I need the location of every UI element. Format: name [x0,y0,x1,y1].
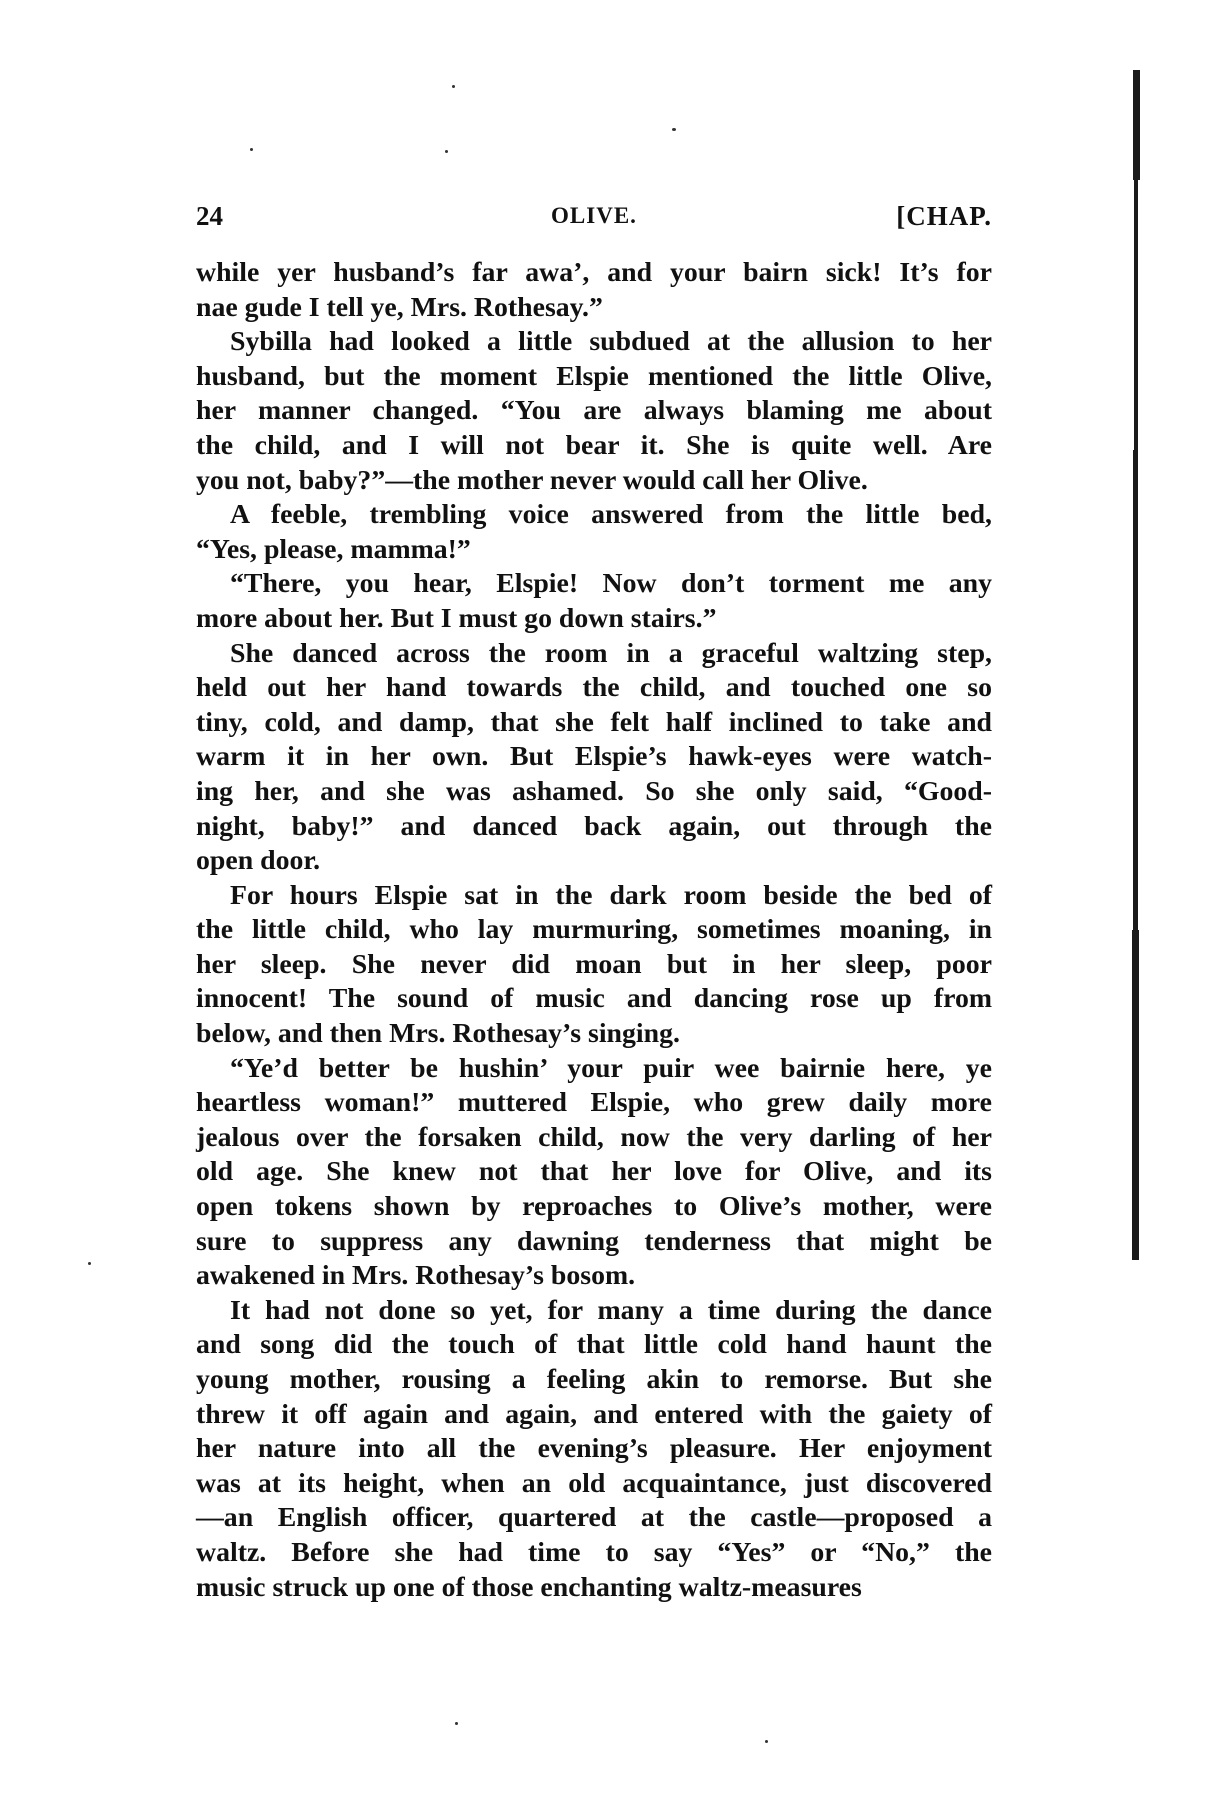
text-line: young mother, rousing a feeling akin to remorse. But she [196,1364,992,1395]
print-speck [250,148,253,151]
text-line: held out her hand towards the child, and touched one so [196,672,992,704]
text-line: the little child, who lay murmuring, sometimes moaning, in [196,914,992,946]
paragraph [196,256,992,325]
print-speck [452,85,455,88]
text-line: innocent! The sound of music and dancing rose up from [196,983,992,1015]
paragraph [196,498,992,567]
text-line: jealous over the forsaken child, now the very darling of her [196,1121,992,1153]
body-text [196,256,992,1605]
text-line: awakened in Mrs. Rothesay’s bosom. [196,1260,636,1292]
text-line: night, baby!” and danced back again, out through the [196,810,992,842]
text-line: ing her, and she was ashamed. So she only said, “Good- [196,775,992,807]
text-line: waltz. Before she had time to say “Yes” or “No,” the [196,1536,992,1568]
text-line: her manner changed. “You are always blaming me about [196,395,992,427]
text-line: below, and then Mrs. Rothesay’s singing. [196,1018,680,1050]
print-speck [455,1722,458,1725]
text-line: sure to suppress any dawning tenderness that might be [196,1225,992,1257]
text-line: tiny, cold, and damp, that she felt half inclined to take and [196,706,992,738]
text-line: heartless woman!” muttered Elspie, who grew daily more [196,1087,992,1119]
print-speck [88,1262,91,1265]
binding-edge-mark [1130,70,1146,1250]
text-line: open tokens shown by reproaches to Olive’s mother, were [196,1191,992,1223]
text-line: Sybilla had looked a little subdued at the allusion to her [230,326,992,358]
text-line: For hours Elspie sat in the dark room beside the bed of [230,879,992,911]
text-line: open door. [196,845,321,877]
paragraph [196,637,992,879]
paragraph [196,567,992,636]
text-line: you not, baby?”—the mother never would call her Olive. [196,464,868,496]
paragraph [196,1052,992,1294]
text-line: “There, you hear, Elspie! Now don’t torment me any [230,568,992,600]
running-title: OLIVE. [551,203,637,228]
text-line: “Ye’d better be hushin’ your puir wee bairnie here, ye [230,1052,992,1084]
print-speck [765,1740,768,1743]
paragraph [196,879,992,1052]
text-line: husband, but the moment Elspie mentioned the little Olive, [196,360,992,392]
running-header [196,196,992,236]
text-line: her sleep. She never did moan but in her sleep, poor [196,948,992,980]
text-line: —an English officer, quartered at the castle—proposed a [196,1502,992,1534]
text-line: She danced across the room in a graceful waltzing step, [230,637,992,669]
print-speck [445,150,448,153]
text-line: was at its height, when an old acquaintance, just discovered [196,1467,992,1499]
text-line: while yer husband’s far awa’, and your bairn sick! It’s for [196,257,992,288]
text-line: old age. She knew not that her love for Olive, and its [196,1156,992,1188]
text-line: “Yes, please, mamma!” [196,533,471,565]
print-speck [672,128,676,131]
chapter-mark: [CHAP. [896,201,992,231]
text-line: and song did the touch of that little cold hand haunt the [196,1329,992,1361]
paragraph [196,1294,992,1605]
text-line: music struck up one of those enchanting waltz-measures [196,1571,862,1603]
text-line: threw it off again and again, and entered with the gaiety of [196,1398,992,1430]
text-line: A feeble, trembling voice answered from the little bed, [230,499,992,531]
text-line: more about her. But I must go down stairs.” [196,602,717,634]
text-line: nae gude I tell ye, Mrs. Rothesay.” [196,291,603,323]
paragraph [196,325,992,498]
page-number: 24 [196,201,223,231]
text-line: warm it in her own. But Elspie’s hawk-eyes were watch- [196,741,992,773]
text-line: the child, and I will not bear it. She is quite well. Are [196,429,992,461]
text-line: It had not done so yet, for many a time during the dance [230,1294,992,1326]
text-line: her nature into all the evening’s pleasure. Her enjoyment [196,1433,992,1465]
